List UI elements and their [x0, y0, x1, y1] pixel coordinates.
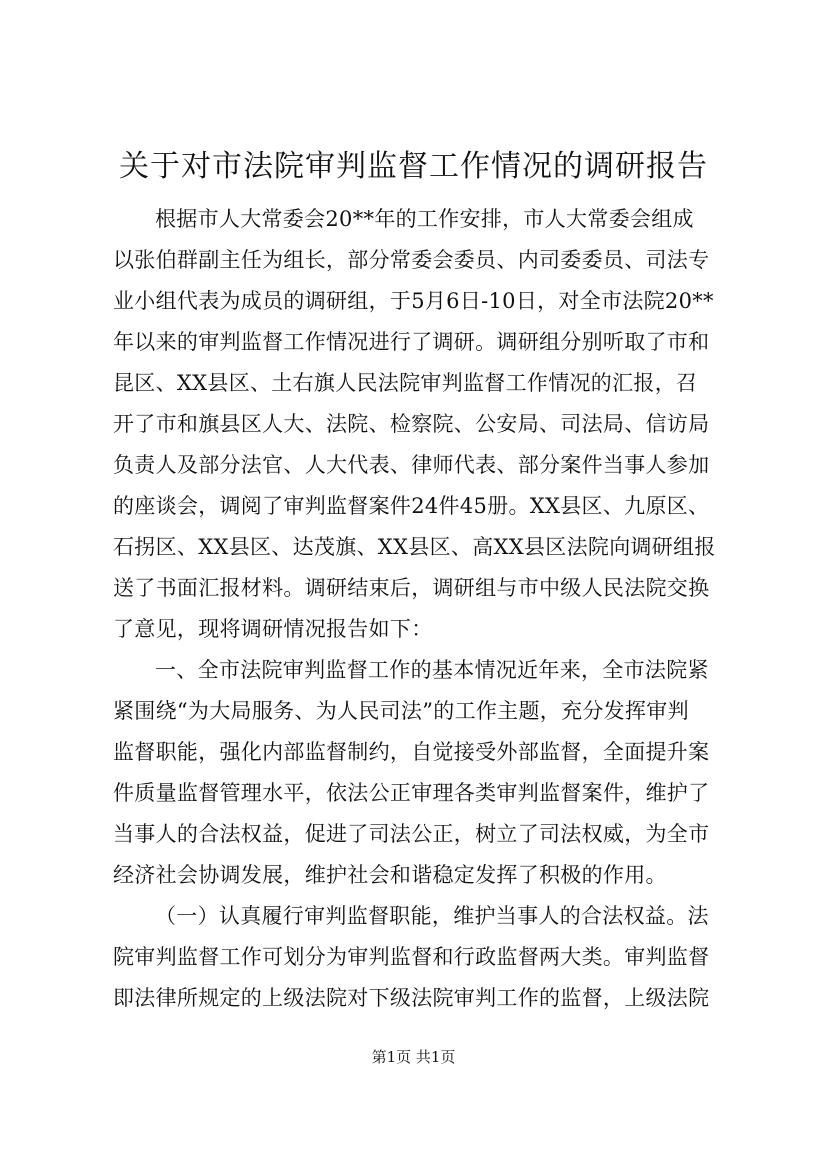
paragraph-line: 即法律所规定的上级法院对下级法院审判工作的监督，上级法院 — [113, 986, 710, 1010]
paragraph-line: 以张伯群副主任为组长，部分常委会委员、内司委委员、司法专 — [113, 248, 710, 272]
paragraph-line: 的座谈会，调阅了审判监督案件24件45册。XX县区、九原区、 — [113, 494, 710, 518]
paragraph-line: 根据市人大常委会20**年的工作安排，市人大常委会组成 — [155, 207, 694, 231]
paragraph-line: 了意见，现将调研情况报告如下： — [113, 617, 433, 641]
paragraph-line: 开了市和旗县区人大、法院、检察院、公安局、司法局、信访局 — [113, 412, 710, 436]
paragraph-line: （一）认真履行审判监督职能，维护当事人的合法权益。法 — [155, 904, 709, 928]
page-footer: 第1页 共1页 — [371, 1048, 456, 1066]
paragraph-line: 经济社会协调发展，维护社会和谐稳定发挥了积极的作用。 — [113, 863, 667, 887]
paragraph-line: 件质量监督管理水平，依法公正审理各类审判监督案件，维护了 — [113, 781, 710, 805]
paragraph-line: 石拐区、XX县区、达茂旗、XX县区、高XX县区法院向调研组报 — [113, 535, 716, 559]
paragraph-line: 当事人的合法权益，促进了司法公正，树立了司法权威，为全市 — [113, 822, 710, 846]
paragraph-line: 负责人及部分法官、人大代表、律师代表、部分案件当事人参加 — [113, 453, 710, 477]
paragraph-line: 一、全市法院审判监督工作的基本情况近年来，全市法院紧 — [155, 658, 709, 682]
paragraph-line: 业小组代表为成员的调研组，于5月6日-10日，对全市法院20** — [113, 289, 714, 313]
paragraph-line: 监督职能，强化内部监督制约，自觉接受外部监督，全面提升案 — [113, 740, 710, 764]
paragraph-line: 紧围绕“为大局服务、为人民司法”的工作主题，充分发挥审判 — [113, 699, 689, 723]
paragraph-line: 送了书面汇报材料。调研结束后，调研组与市中级人民法院交换 — [113, 576, 710, 600]
paragraph-line: 院审判监督工作可划分为审判监督和行政监督两大类。审判监督 — [113, 945, 710, 969]
paragraph-line: 昆区、XX县区、土右旗人民法院审判监督工作情况的汇报，召 — [113, 371, 698, 395]
document-title: 关于对市法院审判监督工作情况的调研报告 — [119, 149, 708, 184]
paragraph-line: 年以来的审判监督工作情况进行了调研。调研组分别听取了市和 — [113, 330, 710, 354]
document-body — [113, 199, 733, 1019]
